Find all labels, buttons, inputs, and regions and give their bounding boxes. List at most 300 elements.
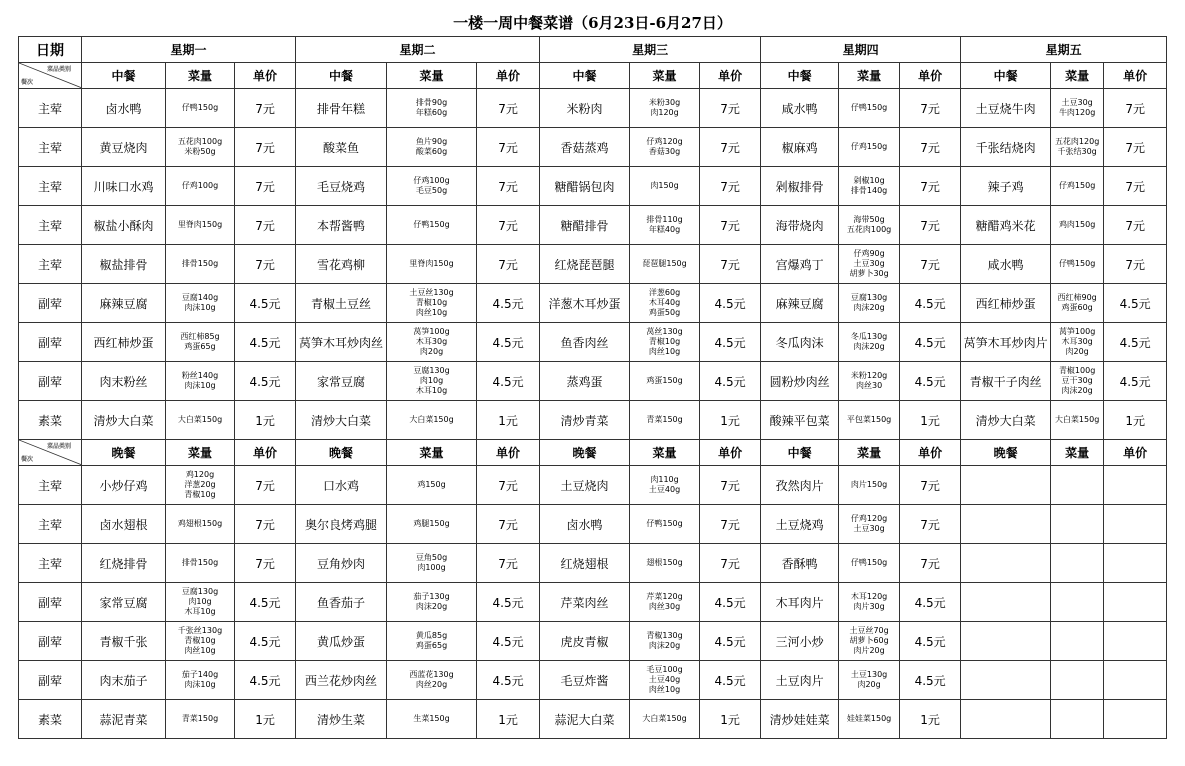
dish-name: 米粉肉 [540,89,630,128]
portion-cell [166,167,235,206]
portion-line: 仔鸭150g [413,220,450,229]
meal-header: 晚餐 [82,440,166,466]
dish-name: 辣子鸡 [961,167,1051,206]
price-cell: 7元 [235,206,296,245]
table-row [19,622,1167,661]
category-cell: 主荤 [19,128,82,167]
portion-cell [1051,284,1104,323]
portion-line: 鸡蛋50g [648,308,681,317]
price-cell: 1元 [477,401,540,440]
portion-cell [166,544,235,583]
portion-cell [839,505,900,544]
portion-header: 菜量 [387,63,477,89]
table-row [19,128,1167,167]
portion-header: 菜量 [630,440,700,466]
category-cell: 主荤 [19,505,82,544]
portion-cell [630,544,700,583]
price-cell: 4.5元 [900,362,961,401]
dish-name [961,505,1051,544]
portion-cell [166,583,235,622]
portion-line: 肉丝10g [184,646,216,655]
price-cell: 4.5元 [1104,284,1167,323]
portion-cell [839,700,900,739]
category-cell: 主荤 [19,89,82,128]
price-cell: 7元 [477,505,540,544]
portion-header: 菜量 [1051,63,1104,89]
portion-line: 千张结30g [1057,147,1097,156]
portion-cell [166,622,235,661]
portion-line: 西蓝花130g [409,670,454,679]
portion-line: 仔鸭150g [850,103,888,112]
category-cell: 副荤 [19,622,82,661]
price-cell: 7元 [700,544,761,583]
portion-cell [387,544,477,583]
portion-line: 海带50g [853,215,885,224]
portion-line: 肉片150g [850,480,888,489]
price-cell: 1元 [1104,401,1167,440]
meal-header: 晚餐 [296,440,387,466]
portion-line: 仔鸡120g [646,137,683,146]
price-cell: 7元 [235,128,296,167]
dish-name: 土豆烧肉 [540,466,630,505]
price-cell: 1元 [900,700,961,739]
price-header: 单价 [1104,440,1167,466]
portion-cell [630,206,700,245]
price-cell [1104,661,1167,700]
price-cell: 4.5元 [477,323,540,362]
price-cell: 7元 [235,167,296,206]
portion-line: 大白菜150g [177,415,223,424]
portion-line: 土豆丝70g [849,626,889,635]
portion-line: 豆腐130g [181,587,219,596]
dish-name: 木耳肉片 [761,583,839,622]
corner-top-label: 菜品类别 [46,443,71,450]
portion-line: 豆腐140g [181,293,219,302]
price-cell: 4.5元 [700,622,761,661]
price-cell: 7元 [700,89,761,128]
portion-cell [1051,544,1104,583]
portion-cell [387,401,477,440]
dish-name: 红烧翅根 [540,544,630,583]
portion-line: 仔鸭150g [850,558,888,567]
dish-name: 红烧排骨 [82,544,166,583]
dish-name: 麻辣豆腐 [761,284,839,323]
portion-header: 菜量 [166,63,235,89]
price-cell: 4.5元 [235,583,296,622]
dish-name: 糖醋鸡米花 [961,206,1051,245]
price-cell: 7元 [900,505,961,544]
portion-line: 洋葱60g [648,288,681,297]
table-row [19,362,1167,401]
portion-line: 豆腐130g [413,366,450,375]
price-cell: 1元 [700,700,761,739]
dish-name: 三河小炒 [761,622,839,661]
portion-line: 莴丝130g [646,327,683,336]
portion-cell [630,466,700,505]
portion-line: 胡萝卜30g [849,269,889,278]
portion-cell [1051,466,1104,505]
price-cell: 7元 [1104,245,1167,284]
dish-name: 小炒仔鸡 [82,466,166,505]
portion-line: 土豆40g [648,675,681,684]
portion-line: 土豆30g [853,524,885,533]
portion-line: 鸡腿150g [413,519,450,528]
dish-name: 土豆烧鸡 [761,505,839,544]
dish-name: 肉末粉丝 [82,362,166,401]
portion-line: 排骨150g [181,558,219,567]
dish-name: 麻辣豆腐 [82,284,166,323]
portion-cell [630,89,700,128]
price-cell: 4.5元 [235,661,296,700]
dish-name: 口水鸡 [296,466,387,505]
price-cell: 4.5元 [477,362,540,401]
price-header: 单价 [477,440,540,466]
portion-line: 香菇30g [648,147,681,156]
portion-cell [839,401,900,440]
dish-name: 圆粉炒肉丝 [761,362,839,401]
portion-cell [630,401,700,440]
dish-name: 卤水翅根 [82,505,166,544]
portion-line: 五花肉120g [1054,137,1100,146]
portion-line: 肉110g [650,475,679,484]
portion-cell [630,661,700,700]
portion-line: 年糕60g [415,108,448,117]
portion-line: 五花肉100g [846,225,892,234]
price-cell: 4.5元 [235,362,296,401]
meal-header: 中餐 [540,63,630,89]
price-cell [1104,505,1167,544]
day-monday: 星期一 [82,37,296,63]
day-wednesday: 星期三 [540,37,761,63]
portion-line: 莴笋100g [1058,327,1096,336]
dish-name: 青椒千张 [82,622,166,661]
portion-line: 木耳120g [850,592,888,601]
price-cell: 4.5元 [477,622,540,661]
price-cell: 7元 [235,245,296,284]
portion-header: 菜量 [839,63,900,89]
portion-cell [387,323,477,362]
portion-cell [1051,661,1104,700]
portion-line: 肉20g [1065,347,1089,356]
dish-name: 家常豆腐 [296,362,387,401]
portion-line: 排骨110g [646,215,683,224]
portion-line: 鸡蛋65g [184,342,216,351]
day-tuesday: 星期二 [296,37,540,63]
portion-cell [1051,128,1104,167]
date-label: 日期 [19,37,82,63]
portion-line: 平包菜150g [846,415,892,424]
dish-name: 糖醋排骨 [540,206,630,245]
category-cell: 主荤 [19,544,82,583]
portion-cell [387,245,477,284]
price-cell: 7元 [1104,89,1167,128]
table-row [19,401,1167,440]
price-cell: 1元 [235,700,296,739]
portion-line: 肉沫20g [648,641,681,650]
dish-name: 清炒生菜 [296,700,387,739]
table-row [19,466,1167,505]
dish-name: 香酥鸭 [761,544,839,583]
portion-line: 肉丝30g [648,602,681,611]
portion-line: 青椒10g [415,298,448,307]
price-cell: 7元 [900,167,961,206]
portion-cell [387,622,477,661]
category-cell: 主荤 [19,206,82,245]
portion-cell [839,89,900,128]
category-cell: 主荤 [19,245,82,284]
corner-top-label: 菜品类别 [46,66,71,73]
portion-cell [387,167,477,206]
portion-line: 青椒100g [1058,366,1096,375]
price-cell: 4.5元 [700,583,761,622]
dish-name: 莴笋木耳炒肉片 [961,323,1051,362]
portion-line: 黄瓜85g [415,631,448,640]
price-cell [1104,583,1167,622]
portion-line: 肉10g [419,376,444,385]
portion-line: 里脊肉150g [409,259,454,268]
portion-header: 菜量 [630,63,700,89]
portion-line: 西红柿90g [1057,293,1097,302]
portion-line: 仔鸭150g [1058,259,1096,268]
portion-line: 五花肉100g [177,137,223,146]
portion-line: 肉150g [650,181,679,190]
portion-line: 鸡翅根150g [177,519,223,528]
price-cell: 4.5元 [235,622,296,661]
portion-line: 肉沫20g [853,342,885,351]
dish-name [961,700,1051,739]
category-cell: 副荤 [19,661,82,700]
portion-line: 毛豆50g [415,186,448,195]
portion-cell [839,362,900,401]
table-row [19,544,1167,583]
portion-cell [839,544,900,583]
portion-line: 肉20g [419,347,444,356]
portion-line: 排骨140g [850,186,888,195]
price-header: 单价 [900,63,961,89]
portion-line: 鸡蛋150g [646,376,683,385]
price-cell: 7元 [477,89,540,128]
dish-name: 酸辣平包菜 [761,401,839,440]
meal-header: 中餐 [82,63,166,89]
portion-line: 仔鸡100g [181,181,219,190]
portion-line: 肉丝10g [415,308,448,317]
portion-line: 洋葱20g [184,480,216,489]
price-header: 单价 [700,63,761,89]
portion-line: 鱼片90g [415,137,448,146]
portion-line: 木耳10g [415,386,448,395]
portion-header: 菜量 [839,440,900,466]
dish-name: 奥尔良烤鸡腿 [296,505,387,544]
price-cell: 4.5元 [235,284,296,323]
price-header: 单价 [235,440,296,466]
dish-name: 咸水鸭 [961,245,1051,284]
dish-name: 毛豆烧鸡 [296,167,387,206]
price-cell [1104,466,1167,505]
portion-cell [630,700,700,739]
portion-line: 大白菜150g [409,415,454,424]
portion-line: 米粉50g [184,147,216,156]
price-cell: 7元 [700,167,761,206]
portion-cell [166,362,235,401]
price-cell: 1元 [235,401,296,440]
price-cell: 7元 [700,206,761,245]
meal-header: 晚餐 [961,440,1051,466]
price-cell: 7元 [700,466,761,505]
dish-name: 剁椒排骨 [761,167,839,206]
price-cell: 4.5元 [477,661,540,700]
portion-cell [630,362,700,401]
portion-cell [1051,401,1104,440]
price-cell: 7元 [900,466,961,505]
portion-line: 西红柿85g [180,332,220,341]
dish-name: 鱼香茄子 [296,583,387,622]
price-cell: 7元 [477,544,540,583]
portion-line: 牛肉120g [1058,108,1096,117]
price-header: 单价 [700,440,761,466]
price-header: 单价 [235,63,296,89]
table-row [19,245,1167,284]
dish-name: 酸菜鱼 [296,128,387,167]
meal-header: 中餐 [296,63,387,89]
price-header: 单价 [900,440,961,466]
price-cell: 1元 [700,401,761,440]
dish-name: 清炒大白菜 [82,401,166,440]
portion-cell [1051,89,1104,128]
portion-line: 鸡蛋65g [415,641,448,650]
dish-name: 海带烧肉 [761,206,839,245]
price-cell [1104,700,1167,739]
meal-header: 中餐 [761,63,839,89]
portion-cell [1051,362,1104,401]
portion-cell [166,284,235,323]
dish-name: 肉末茄子 [82,661,166,700]
price-cell: 1元 [900,401,961,440]
price-cell: 7元 [700,128,761,167]
portion-line: 青椒10g [648,337,681,346]
portion-line: 米粉120g [850,371,888,380]
portion-line: 肉沫20g [853,303,885,312]
dish-name: 西红柿炒蛋 [961,284,1051,323]
portion-line: 茄子140g [181,670,219,679]
portion-cell [387,89,477,128]
portion-cell [166,466,235,505]
category-cell: 素菜 [19,401,82,440]
portion-line: 酸菜60g [415,147,448,156]
price-cell [1104,622,1167,661]
category-cell: 副荤 [19,362,82,401]
portion-line: 青菜150g [181,714,219,723]
portion-line: 豆角50g [415,553,448,562]
price-cell: 4.5元 [700,323,761,362]
price-cell: 7元 [235,466,296,505]
price-cell: 4.5元 [1104,362,1167,401]
price-cell: 4.5元 [1104,323,1167,362]
category-cell: 副荤 [19,323,82,362]
price-cell: 7元 [235,505,296,544]
portion-line: 琵琶腿150g [642,259,687,268]
price-cell: 7元 [900,245,961,284]
portion-line: 鸡肉150g [1058,220,1096,229]
price-cell: 4.5元 [700,284,761,323]
meal-header: 中餐 [961,63,1051,89]
portion-line: 豆腐130g [850,293,888,302]
dish-name: 冬瓜肉沫 [761,323,839,362]
dish-name: 本帮酱鸭 [296,206,387,245]
portion-cell [166,700,235,739]
meal-header: 晚餐 [540,440,630,466]
dish-name [961,661,1051,700]
price-cell: 7元 [1104,128,1167,167]
portion-cell [387,284,477,323]
price-cell: 7元 [1104,206,1167,245]
day-friday: 星期五 [961,37,1167,63]
portion-cell [166,245,235,284]
dish-name: 咸水鸭 [761,89,839,128]
portion-line: 青椒10g [184,636,216,645]
price-header: 单价 [477,63,540,89]
table-row [19,284,1167,323]
price-cell: 4.5元 [900,661,961,700]
portion-cell [839,245,900,284]
portion-line: 芹菜120g [646,592,683,601]
lunch-header-row [19,63,1167,89]
portion-line: 肉100g [417,563,446,572]
portion-cell [166,323,235,362]
portion-cell [839,323,900,362]
portion-line: 剁椒10g [853,176,885,185]
dish-name: 椒麻鸡 [761,128,839,167]
dish-name: 清炒娃娃菜 [761,700,839,739]
portion-line: 肉片20g [853,646,885,655]
portion-cell [839,128,900,167]
portion-line: 肉沫10g [184,680,216,689]
dish-name: 卤水鸭 [82,89,166,128]
price-cell: 7元 [900,89,961,128]
portion-line: 仔鸡90g [853,249,885,258]
portion-line: 肉沫20g [1061,386,1093,395]
portion-line: 土豆130g [850,670,888,679]
price-cell: 4.5元 [477,583,540,622]
portion-line: 土豆30g [1061,98,1093,107]
portion-line: 肉10g [188,597,212,606]
price-cell: 7元 [900,206,961,245]
price-cell: 4.5元 [477,284,540,323]
dish-name: 豆角炒肉 [296,544,387,583]
portion-cell [1051,245,1104,284]
portion-cell [1051,583,1104,622]
dish-name [961,466,1051,505]
portion-line: 肉沫10g [184,303,216,312]
portion-cell [1051,323,1104,362]
dish-name: 西兰花炒肉丝 [296,661,387,700]
portion-line: 肉片30g [853,602,885,611]
dish-name: 千张结烧肉 [961,128,1051,167]
dinner-header-row [19,440,1167,466]
portion-line: 米粉30g [648,98,681,107]
portion-line: 仔鸡100g [413,176,450,185]
price-cell: 7元 [235,544,296,583]
portion-line: 仔鸭150g [646,519,683,528]
portion-line: 冬瓜130g [850,332,888,341]
portion-line: 肉沫20g [415,602,448,611]
category-cell: 主荤 [19,167,82,206]
portion-line: 年糕40g [648,225,681,234]
portion-cell [839,661,900,700]
portion-cell [630,505,700,544]
dish-name: 家常豆腐 [82,583,166,622]
corner-bottom-label: 餐次 [21,456,34,463]
dish-name: 川味口水鸡 [82,167,166,206]
